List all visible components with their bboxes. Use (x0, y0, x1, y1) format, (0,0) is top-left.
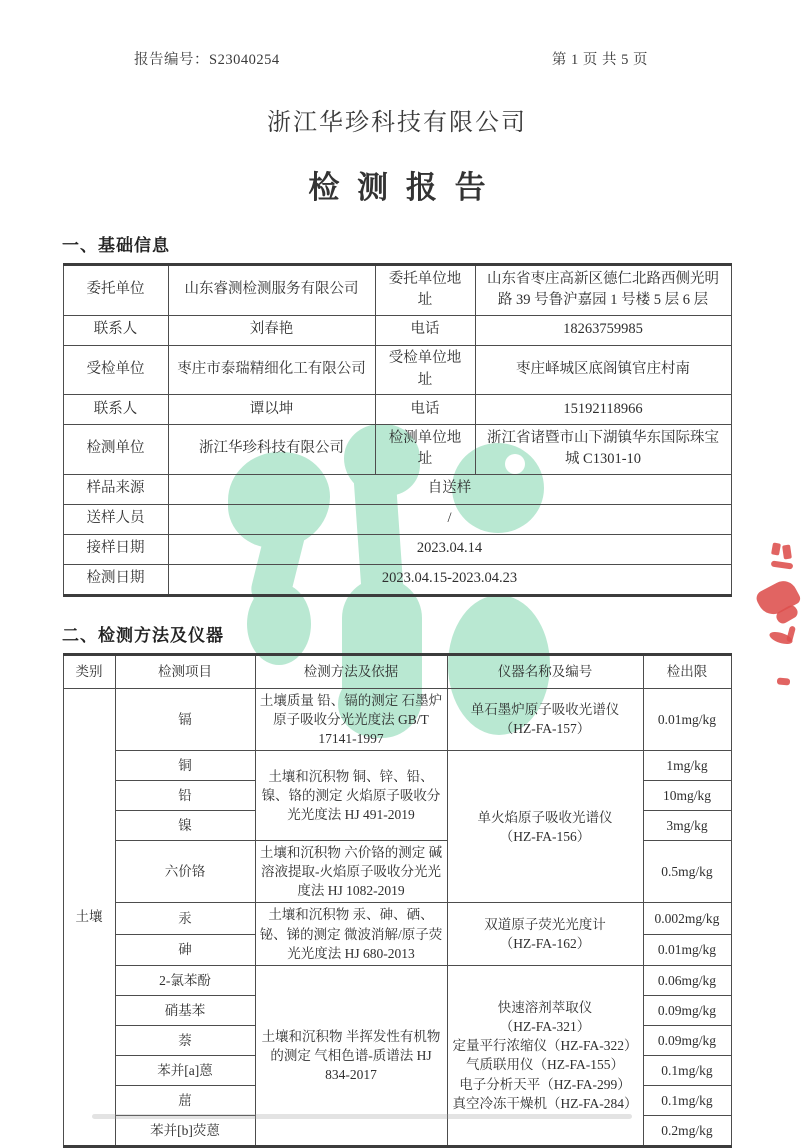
field-value: 刘春艳 (168, 315, 375, 345)
limit-cell: 0.01mg/kg (643, 934, 731, 965)
field-value: 枣庄市泰瑞精细化工有限公司 (168, 345, 375, 395)
instrument-line: 电子分析天平（HZ-FA-299） (459, 1076, 631, 1092)
instrument-line: （HZ-FA-162） (499, 936, 591, 952)
table-row (63, 265, 731, 316)
instrument-line: 双道原子荧光光度计 (484, 917, 606, 933)
field-label: 接样日期 (63, 534, 168, 564)
field-value: 枣庄峄城区底阁镇官庄村南 (475, 345, 731, 395)
field-value: 浙江省诸暨市山下湖镇华东国际珠宝城 C1301-10 (475, 425, 731, 475)
table-row (63, 534, 731, 564)
field-label: 委托单位 (63, 265, 168, 316)
instrument-line: 定量平行浓缩仪（HZ-FA-322） (452, 1038, 638, 1054)
table-row (63, 903, 731, 934)
page-header (0, 0, 794, 69)
section-basic-info-heading: 一、基础信息 (62, 236, 170, 255)
field-label: 电话 (375, 315, 475, 345)
instrument-cell (447, 965, 643, 1146)
table-row (63, 315, 731, 345)
limit-cell: 0.09mg/kg (643, 1025, 731, 1055)
field-value: 山东睿测检测服务有限公司 (168, 265, 375, 316)
limit-cell: 10mg/kg (643, 780, 731, 810)
field-label: 委托单位地址 (375, 265, 475, 316)
report-number (134, 48, 280, 69)
field-value: 自送样 (168, 474, 731, 504)
field-value: 山东省枣庄高新区德仁北路西侧光明路 39 号鲁沪嘉园 1 号楼 5 层 6 层 (475, 265, 731, 316)
method-cell: 土壤和沉积物 铜、锌、铅、镍、铬的测定 火焰原子吸收分光光度法 HJ 491-2019 (255, 750, 447, 840)
instrument-line: 气质联用仪（HZ-FA-155） (466, 1057, 624, 1073)
instrument-line: （HZ-FA-156） (499, 828, 591, 844)
basic-info-table (63, 263, 732, 597)
field-label: 受检单位地址 (375, 345, 475, 395)
category-cell: 土壤 (63, 688, 115, 1146)
method-cell: 土壤和沉积物 半挥发性有机物的测定 气相色谱-质谱法 HJ 834-2017 (255, 965, 447, 1146)
analyte-cell: 萘 (115, 1025, 255, 1055)
limit-cell: 0.1mg/kg (643, 1085, 731, 1115)
field-value: / (168, 504, 731, 534)
field-label: 联系人 (63, 315, 168, 345)
limit-cell: 0.5mg/kg (643, 840, 731, 902)
table-row (63, 425, 731, 475)
field-label: 联系人 (63, 395, 168, 425)
method-cell: 土壤和沉积物 六价铬的测定 碱溶液提取-火焰原子吸收分光光度法 HJ 1082-2019 (255, 840, 447, 902)
analyte-cell: 铅 (115, 780, 255, 810)
field-value: 浙江华珍科技有限公司 (168, 425, 375, 475)
instrument-cell (447, 688, 643, 750)
instrument-cell (447, 903, 643, 965)
limit-cell: 3mg/kg (643, 810, 731, 840)
table-row (63, 965, 731, 995)
company-title: 浙江华珍科技有限公司 (267, 110, 527, 136)
instrument-line: 快速溶剂萃取仪 (497, 999, 593, 1015)
instrument-line: 单石墨炉原子吸收光谱仪 (470, 702, 620, 718)
analyte-cell: 六价铬 (115, 840, 255, 902)
table-row (63, 750, 731, 780)
table-row (63, 345, 731, 395)
field-value: 谭以坤 (168, 395, 375, 425)
analyte-cell: 2-氯苯酚 (115, 965, 255, 995)
analyte-cell: 铜 (115, 750, 255, 780)
column-header: 仪器名称及编号 (447, 654, 643, 688)
limit-cell: 0.002mg/kg (643, 903, 731, 934)
limit-cell: 1mg/kg (643, 750, 731, 780)
instrument-line: 单火焰原子吸收光谱仪 (477, 809, 613, 825)
column-header: 检测项目 (115, 654, 255, 688)
method-cell: 土壤质量 铅、镉的测定 石墨炉原子吸收分光光度法 GB/T 17141-1997 (255, 688, 447, 750)
limit-cell: 0.2mg/kg (643, 1115, 731, 1146)
field-label: 送样人员 (63, 504, 168, 534)
table-row (63, 395, 731, 425)
field-value: 2023.04.15-2023.04.23 (168, 564, 731, 595)
field-value: 15192118966 (475, 395, 731, 425)
instrument-cell (447, 750, 643, 902)
limit-cell: 0.06mg/kg (643, 965, 731, 995)
field-label: 检测单位地址 (375, 425, 475, 475)
limit-cell: 0.1mg/kg (643, 1055, 731, 1085)
field-label: 检测单位 (63, 425, 168, 475)
column-header: 类别 (63, 654, 115, 688)
field-label: 检测日期 (63, 564, 168, 595)
instrument-line: （HZ-FA-321） (499, 1019, 591, 1035)
column-header: 检出限 (643, 654, 731, 688)
field-label: 样品来源 (63, 474, 168, 504)
limit-cell: 0.09mg/kg (643, 995, 731, 1025)
analyte-cell: 镉 (115, 688, 255, 750)
instrument-line: 真空冷冻干燥机（HZ-FA-284） (452, 1095, 638, 1111)
table-row (63, 564, 731, 595)
section-methods-heading: 二、检测方法及仪器 (62, 625, 224, 645)
table-row (63, 654, 731, 688)
field-value: 18263759985 (475, 315, 731, 345)
column-header: 检测方法及依据 (255, 654, 447, 688)
report-title: 检 测 报 告 (308, 170, 491, 205)
analyte-cell: 硝基苯 (115, 995, 255, 1025)
analyte-cell: 砷 (115, 934, 255, 965)
table-row (63, 688, 731, 750)
field-label: 电话 (375, 395, 475, 425)
analyte-cell: 镍 (115, 810, 255, 840)
methods-table (63, 653, 732, 1148)
analyte-cell: 汞 (115, 903, 255, 934)
analyte-cell: 䓛 (115, 1085, 255, 1115)
table-row (63, 474, 731, 504)
report-number-value: S23040254 (209, 52, 280, 68)
method-cell: 土壤和沉积物 汞、砷、硒、铋、锑的测定 微波消解/原子荧光光度法 HJ 680-2013 (255, 903, 447, 965)
limit-cell: 0.01mg/kg (643, 688, 731, 750)
table-row (63, 504, 731, 534)
analyte-cell: 苯并[b]荧蒽 (115, 1115, 255, 1146)
page-indicator: 第 1 页 共 5 页 (551, 52, 648, 68)
instrument-line: （HZ-FA-157） (499, 721, 591, 737)
field-value: 2023.04.14 (168, 534, 731, 564)
field-label: 受检单位 (63, 345, 168, 395)
analyte-cell: 苯并[a]蒽 (115, 1055, 255, 1085)
report-number-label: 报告编号： (134, 52, 209, 68)
